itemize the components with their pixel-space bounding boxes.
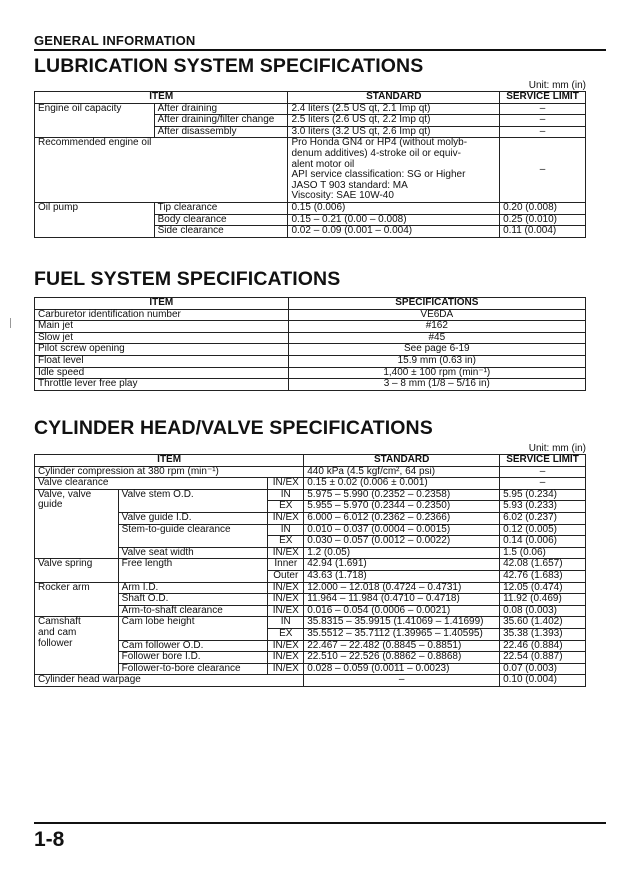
section-header: GENERAL INFORMATION [34, 33, 196, 48]
row-limit: 5.93 (0.233) [500, 501, 586, 513]
row-limit: 0.12 (0.005) [500, 524, 586, 536]
row-item: Float level [35, 355, 289, 367]
row-item: Cylinder compression at 380 rpm (min⁻¹) [35, 466, 304, 478]
row-side: IN/EX [268, 547, 304, 559]
table-header-row [35, 455, 586, 467]
col-specifications: SPECIFICATIONS [288, 298, 585, 310]
row-side: IN [268, 489, 304, 501]
row-side: IN/EX [268, 605, 304, 617]
row-sub: Free length [118, 559, 268, 582]
row-sub: Arm-to-shaft clearance [118, 605, 268, 617]
row-sub: Valve seat width [118, 547, 268, 559]
row-sub: After draining [154, 103, 288, 115]
lube-table [34, 91, 586, 238]
row-standard: 35.5512 – 35.7112 (1.39965 – 1.40595) [304, 628, 500, 640]
row-standard: – [304, 675, 500, 687]
table-row [35, 582, 586, 594]
row-spec: #162 [288, 321, 585, 333]
row-sub: Follower-to-bore clearance [118, 663, 268, 675]
rec-oil-line: denum additives) 4-stroke oil or equiv- [291, 147, 461, 159]
row-sub: Valve stem O.D. [118, 489, 268, 512]
row-standard: 2.5 liters (2.6 US qt, 2.2 Imp qt) [288, 115, 500, 127]
rec-oil-line: alent motor oil [291, 158, 355, 170]
row-standard: 22.510 – 22.526 (0.8862 – 0.8868) [304, 652, 500, 664]
row-side: IN/EX [268, 594, 304, 606]
row-limit: 12.05 (0.474) [500, 582, 586, 594]
row-label [35, 489, 119, 559]
table-row [35, 367, 586, 379]
row-side: IN [268, 617, 304, 629]
row-item: Pilot screw opening [35, 344, 289, 356]
col-item: ITEM [35, 455, 304, 467]
table-row [35, 355, 586, 367]
fuel-table [34, 297, 586, 391]
row-limit: – [500, 138, 586, 203]
row-limit: 22.54 (0.887) [500, 652, 586, 664]
table-row [35, 617, 586, 629]
table-row [35, 344, 586, 356]
row-spec: 3 – 8 mm (1/8 – 5/16 in) [288, 379, 585, 391]
row-standard: 440 kPa (4.5 kgf/cm², 64 psi) [304, 466, 500, 478]
rec-oil-line: Pro Honda GN4 or HP4 (without molyb- [291, 137, 468, 149]
row-limit: 42.76 (1.683) [500, 570, 586, 582]
row-limit: 0.25 (0.010) [500, 214, 586, 226]
row-spec: #45 [288, 332, 585, 344]
row-limit: 0.07 (0.003) [500, 663, 586, 675]
row-sub: Stem-to-guide clearance [118, 524, 268, 547]
row-limit: 35.60 (1.402) [500, 617, 586, 629]
rec-oil-line: API service classification: SG or Higher [291, 169, 466, 181]
row-limit: 6.02 (0.237) [500, 512, 586, 524]
row-standard: 35.8315 – 35.9915 (1.41069 – 1.41699) [304, 617, 500, 629]
table-header-row [35, 298, 586, 310]
row-standard: 12.000 – 12.018 (0.4724 – 0.4731) [304, 582, 500, 594]
footer-rule [34, 822, 606, 824]
valve-label-line: Valve, valve [38, 488, 92, 500]
row-limit: 42.08 (1.657) [500, 559, 586, 571]
row-sub: Follower bore I.D. [118, 652, 268, 664]
row-limit: 0.14 (0.006) [500, 536, 586, 548]
row-sub: After disassembly [154, 126, 288, 138]
cam-label-line: follower [38, 637, 73, 649]
row-sub: Cam follower O.D. [118, 640, 268, 652]
row-standard: 5.955 – 5.970 (0.2344 – 0.2350) [304, 501, 500, 513]
row-item: Main jet [35, 321, 289, 333]
row-sub: Shaft O.D. [118, 594, 268, 606]
row-standard: 0.010 – 0.037 (0.0004 – 0.0015) [304, 524, 500, 536]
row-standard: 43.63 (1.718) [304, 570, 500, 582]
row-sub: After draining/filter change [154, 115, 288, 127]
row-side: IN/EX [268, 512, 304, 524]
rec-oil-line: JASO T 903 standard: MA [291, 179, 408, 191]
table-header-row [35, 92, 586, 104]
row-side: EX [268, 628, 304, 640]
row-side: IN/EX [268, 652, 304, 664]
row-limit: 0.11 (0.004) [500, 226, 586, 238]
row-side: IN/EX [268, 478, 304, 490]
row-side: EX [268, 536, 304, 548]
row-limit: 11.92 (0.469) [500, 594, 586, 606]
row-limit: – [500, 466, 586, 478]
row-standard: 11.964 – 11.984 (0.4710 – 0.4718) [304, 594, 500, 606]
row-standard: 0.02 – 0.09 (0.001 – 0.004) [288, 226, 500, 238]
row-item: Valve clearance [35, 478, 268, 490]
cyl-unit: Unit: mm (in) [528, 443, 586, 454]
row-spec: 15.9 mm (0.63 in) [288, 355, 585, 367]
row-standard: 0.15 (0.006) [288, 202, 500, 214]
row-side: EX [268, 501, 304, 513]
row-item: Idle speed [35, 367, 289, 379]
cyl-title: CYLINDER HEAD/VALVE SPECIFICATIONS [34, 417, 433, 439]
row-limit: 0.08 (0.003) [500, 605, 586, 617]
col-item: ITEM [35, 298, 289, 310]
row-standard: 0.028 – 0.059 (0.0011 – 0.0023) [304, 663, 500, 675]
row-limit: 5.95 (0.234) [500, 489, 586, 501]
row-standard: 2.4 liters (2.5 US qt, 2.1 Imp qt) [288, 103, 500, 115]
table-row [35, 466, 586, 478]
row-item: Carburetor identification number [35, 309, 289, 321]
row-item: Cylinder head warpage [35, 675, 304, 687]
row-limit: 0.20 (0.008) [500, 202, 586, 214]
row-standard: 22.467 – 22.482 (0.8845 – 0.8851) [304, 640, 500, 652]
cam-label-line: and cam [38, 626, 77, 638]
row-limit: – [500, 115, 586, 127]
row-limit: 0.10 (0.004) [500, 675, 586, 687]
table-row [35, 675, 586, 687]
row-standard: 5.975 – 5.990 (0.2352 – 0.2358) [304, 489, 500, 501]
row-sub: Tip clearance [154, 202, 288, 214]
row-standard: 0.016 – 0.054 (0.0006 – 0.0021) [304, 605, 500, 617]
row-limit: 35.38 (1.393) [500, 628, 586, 640]
table-row [35, 379, 586, 391]
lube-unit: Unit: mm (in) [528, 80, 586, 91]
page-number: 1-8 [34, 828, 65, 851]
row-standard: 0.15 – 0.21 (0.00 – 0.008) [288, 214, 500, 226]
fuel-title: FUEL SYSTEM SPECIFICATIONS [34, 268, 341, 290]
row-standard: 6.000 – 6.012 (0.2362 – 0.2366) [304, 512, 500, 524]
col-service-limit: SERVICE LIMIT [500, 92, 586, 104]
row-side: Outer [268, 570, 304, 582]
row-label: Recommended engine oil [35, 138, 288, 203]
row-standard: 1.2 (0.05) [304, 547, 500, 559]
row-side: IN [268, 524, 304, 536]
rec-oil-line: Viscosity: SAE 10W-40 [291, 190, 394, 202]
row-label: Engine oil capacity [35, 103, 155, 138]
valve-label-line: guide [38, 499, 63, 511]
row-standard: 0.030 – 0.057 (0.0012 – 0.0022) [304, 536, 500, 548]
row-label [35, 617, 119, 675]
row-standard: 0.15 ± 0.02 (0.006 ± 0.001) [304, 478, 500, 490]
table-row [35, 202, 586, 214]
table-row [35, 321, 586, 333]
table-row [35, 138, 586, 203]
row-limit: – [500, 126, 586, 138]
table-row [35, 332, 586, 344]
col-item: ITEM [35, 92, 288, 104]
row-item: Slow jet [35, 332, 289, 344]
row-spec: See page 6-19 [288, 344, 585, 356]
row-label: Valve spring [35, 559, 119, 582]
col-service-limit: SERVICE LIMIT [500, 455, 586, 467]
table-row [35, 309, 586, 321]
row-limit: 1.5 (0.06) [500, 547, 586, 559]
col-standard: STANDARD [304, 455, 500, 467]
cam-label-line: Camshaft [38, 616, 81, 628]
row-sub: Valve guide I.D. [118, 512, 268, 524]
row-sub: Body clearance [154, 214, 288, 226]
row-item: Throttle lever free play [35, 379, 289, 391]
row-spec: VE6DA [288, 309, 585, 321]
table-row [35, 478, 586, 490]
lube-title: LUBRICATION SYSTEM SPECIFICATIONS [34, 55, 424, 77]
row-spec: 1,400 ± 100 rpm (min⁻¹) [288, 367, 585, 379]
table-row [35, 559, 586, 571]
header-rule [34, 49, 606, 51]
row-side: Inner [268, 559, 304, 571]
table-row [35, 103, 586, 115]
row-side: IN/EX [268, 663, 304, 675]
row-label: Oil pump [35, 202, 155, 237]
row-limit: – [500, 103, 586, 115]
table-row [35, 489, 586, 501]
row-standard: 3.0 liters (3.2 US qt, 2.6 Imp qt) [288, 126, 500, 138]
row-limit: – [500, 478, 586, 490]
margin-mark [10, 318, 11, 328]
row-sub: Side clearance [154, 226, 288, 238]
row-side: IN/EX [268, 640, 304, 652]
row-label: Rocker arm [35, 582, 119, 617]
row-sub: Arm I.D. [118, 582, 268, 594]
row-sub: Cam lobe height [118, 617, 268, 640]
row-standard [288, 138, 500, 203]
cyl-table [34, 454, 586, 687]
row-side: IN/EX [268, 582, 304, 594]
row-standard: 42.94 (1.691) [304, 559, 500, 571]
row-limit: 22.46 (0.884) [500, 640, 586, 652]
col-standard: STANDARD [288, 92, 500, 104]
